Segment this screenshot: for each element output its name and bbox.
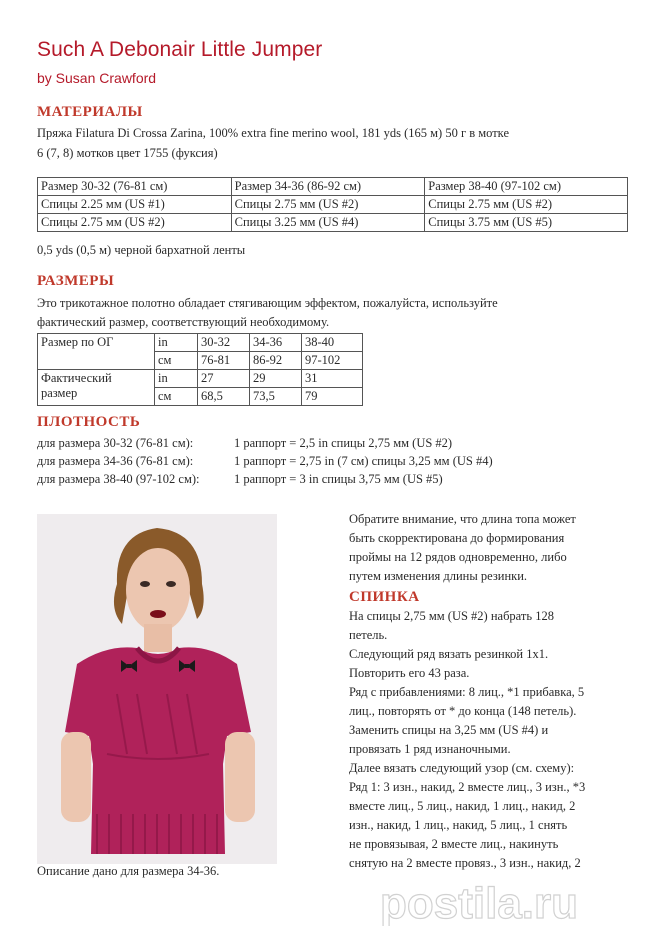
table-cell: 79: [302, 388, 363, 406]
gauge-value: 1 раппорт = 3 in спицы 3,75 мм (US #5): [234, 472, 443, 486]
table-cell: Размер 30-32 (76-81 см): [38, 178, 232, 196]
needle-size-table: [37, 177, 628, 232]
table-cell: 86-92: [250, 352, 302, 370]
table-cell: Спицы 2.75 мм (US #2): [425, 196, 628, 214]
materials-heading: МАТЕРИАЛЫ: [37, 104, 143, 120]
model-photo: [37, 514, 277, 864]
gauge-row: [37, 434, 493, 452]
table-cell: 73,5: [250, 388, 302, 406]
gauge-list: [37, 434, 493, 488]
table-cell: Размер 34-36 (86-92 см): [231, 178, 425, 196]
table-cell: 30-32: [198, 334, 250, 352]
table-cell: 68,5: [198, 388, 250, 406]
instruction-line: Заменить спицы на 3,25 мм (US #4) и: [349, 723, 549, 737]
instruction-line: Следующий ряд вязать резинкой 1x1.: [349, 647, 549, 661]
note-line: проймы на 12 рядов одновременно, либо: [349, 550, 567, 564]
table-cell: 31: [302, 370, 363, 388]
size-table: [37, 333, 363, 406]
model-illustration: [37, 514, 277, 864]
table-cell: 38-40: [302, 334, 363, 352]
instruction-line: лиц., повторять от * до конца (148 петель).: [349, 704, 577, 718]
note-line: путем изменения длины резинки.: [349, 569, 528, 583]
watermark-text: postila.ru: [380, 880, 579, 926]
instruction-line: вместе лиц., 5 лиц., накид, 1 лиц., накид, 2: [349, 799, 576, 813]
gauge-value: 1 раппорт = 2,5 in спицы 2,75 мм (US #2): [234, 436, 453, 450]
table-cell: Спицы 2.75 мм (US #2): [38, 214, 232, 232]
table-cell: Размер 38-40 (97-102 см): [425, 178, 628, 196]
table-cell: Спицы 3.75 мм (US #5): [425, 214, 628, 232]
og-label: Размер по ОГ: [38, 334, 155, 370]
instruction-line: Далее вязать следующий узор (см. схему):: [349, 761, 575, 775]
unit-in: in: [155, 370, 198, 388]
table-row: [38, 178, 628, 196]
table-cell: Спицы 2.75 мм (US #2): [231, 196, 425, 214]
materials-line-1: Пряжа Filatura Di Crossa Zarina, 100% extra fine merino wool, 181 yds (165 м) 50 г в мотке: [37, 126, 509, 140]
table-row: [38, 370, 363, 388]
gauge-size: для размера 34-36 (76-81 см):: [37, 454, 194, 468]
table-row: [38, 334, 363, 352]
gauge-size: для размера 38-40 (97-102 см):: [37, 472, 200, 486]
back-heading: СПИНКА: [349, 589, 420, 605]
instruction-line: Повторить его 43 раза.: [349, 666, 470, 680]
instruction-line: Ряд с прибавлениями: 8 лиц., *1 прибавка, 5: [349, 685, 585, 699]
actual-label: [38, 370, 155, 406]
ribbon-note: 0,5 yds (0,5 м) черной бархатной ленты: [37, 243, 246, 257]
gauge-heading: ПЛОТНОСТЬ: [37, 414, 141, 430]
table-cell: Спицы 3.25 мм (US #4): [231, 214, 425, 232]
unit-cm: см: [155, 388, 198, 406]
sizes-heading: РАЗМЕРЫ: [37, 273, 115, 289]
table-cell: 27: [198, 370, 250, 388]
actual-label-line-2: размер: [41, 386, 78, 400]
watermark-logo: [378, 880, 648, 926]
instruction-line: не провязывая, 2 вместе лиц., накинуть: [349, 837, 559, 851]
table-cell: 76-81: [198, 352, 250, 370]
table-cell: 29: [250, 370, 302, 388]
gauge-row: [37, 470, 493, 488]
gauge-value: 1 раппорт = 2,75 in (7 см) спицы 3,25 мм (US #4): [234, 454, 493, 468]
document-title: Such A Debonair Little Jumper: [37, 38, 323, 61]
instructions-column: [349, 510, 629, 873]
instruction-line: петель.: [349, 628, 388, 642]
unit-in: in: [155, 334, 198, 352]
gauge-row: [37, 452, 493, 470]
author-line: by Susan Crawford: [37, 70, 157, 86]
instruction-line: На спицы 2,75 мм (US #2) набрать 128: [349, 609, 554, 623]
photo-caption: Описание дано для размера 34-36.: [37, 864, 220, 878]
note-line: быть скорректирована до формирования: [349, 531, 565, 545]
table-cell: 97-102: [302, 352, 363, 370]
sizes-line-2: фактический размер, соответствующий необходимому.: [37, 315, 330, 329]
instruction-line: снятую на 2 вместе провяз., 3 изн., накид, 2: [349, 856, 581, 870]
note-line: Обратите внимание, что длина топа может: [349, 512, 576, 526]
table-cell: Спицы 2.25 мм (US #1): [38, 196, 232, 214]
instruction-line: провязать 1 ряд изнаночными.: [349, 742, 511, 756]
instruction-line: Ряд 1: 3 изн., накид, 2 вместе лиц., 3 изн., *3: [349, 780, 586, 794]
table-row: [38, 196, 628, 214]
gauge-size: для размера 30-32 (76-81 см):: [37, 436, 194, 450]
unit-cm: см: [155, 352, 198, 370]
actual-label-line-1: Фактический: [41, 371, 112, 385]
table-row: [38, 214, 628, 232]
sizes-line-1: Это трикотажное полотно обладает стягивающим эффектом, пожалуйста, используйте: [37, 296, 498, 310]
table-cell: 34-36: [250, 334, 302, 352]
materials-line-2: 6 (7, 8) мотков цвет 1755 (фуксия): [37, 146, 218, 160]
instruction-line: изн., накид, 1 лиц., накид, 5 лиц., 1 снять: [349, 818, 568, 832]
